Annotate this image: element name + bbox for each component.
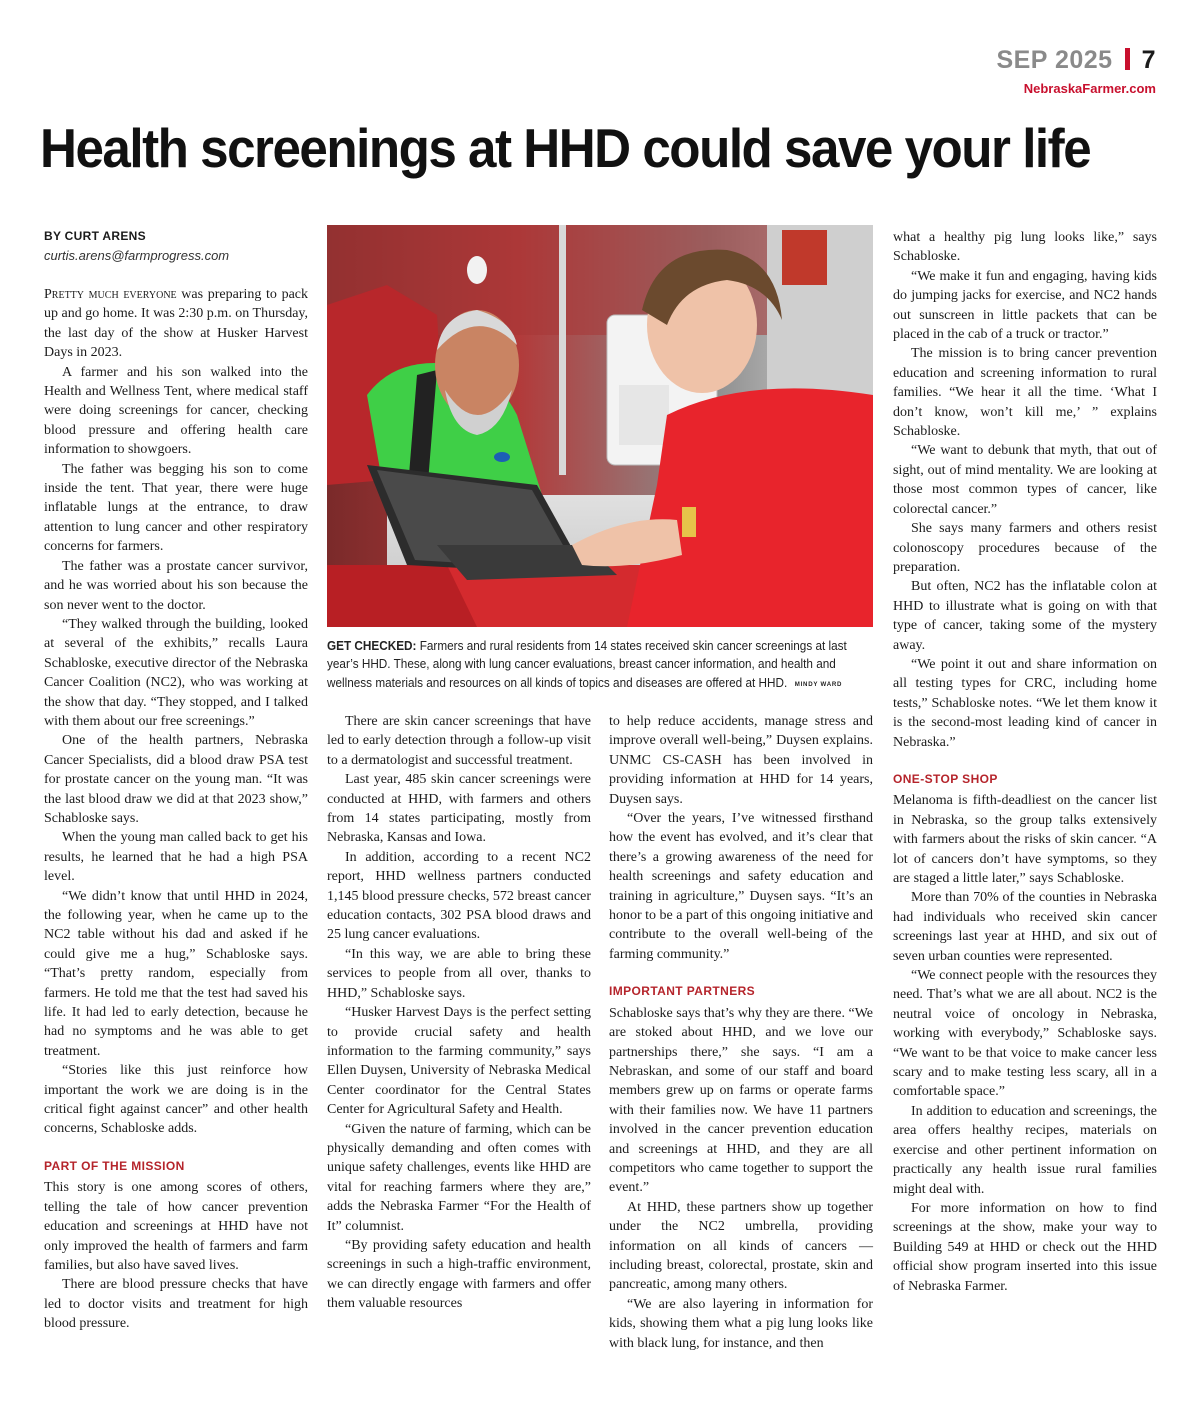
lead-in: Pretty much everyone bbox=[44, 287, 177, 302]
article-column-4 bbox=[893, 228, 1157, 1296]
paragraph: “We connect people with the resources they need. That’s what we are all about. NC2 is the neutral voice of oncology in Nebraska, working with everybody,” Schabloske says. “We want to be that voice to make cancer less scary and to make testing less scary, all in a comfortable space.” bbox=[893, 968, 1157, 1100]
paragraph: One of the health partners, Nebraska Cancer Specialists, did a blood draw PSA test for prostate cancer on the young man. “It was the last blood draw we did at that 2023 show,” Schabloske says. bbox=[44, 733, 308, 826]
paragraph: “We make it fun and engaging, having kids do jumping jacks for exercise, and NC2 hands out sunscreen in little packets that can be placed in the cab of a truck or tractor.” bbox=[893, 268, 1157, 343]
paragraph: “We didn’t know that until HHD in 2024, the following year, when he came up to the NC2 table without his dad and asked if he could give me a hug,” Schabloske says. “That’s pretty random, especially from farmers. He told me that the test had saved his life. It had led to early detection, because he had no symptoms and he was able to get treatment. bbox=[44, 888, 308, 1059]
paragraph: But often, NC2 has the inflatable colon at HHD to illustrate what is going on with that type of cancer, taking some of the mystery away. bbox=[893, 579, 1157, 653]
paragraph: “We point it out and share information on all testing types for CRC, including home tests,” Schabloske notes. “We let them know it is the second-most leading kind of cancer in Nebraska.” bbox=[893, 656, 1157, 750]
paragraph: The father was a prostate cancer survivor, and he was worried about his son because the son never went to the doctor. bbox=[44, 558, 308, 613]
paragraph: “We are also layering in information for kids, showing them what a pig lung looks like with black lung, for instance, and then bbox=[609, 1296, 873, 1351]
article-column-2 bbox=[327, 712, 591, 1314]
article-photo bbox=[327, 225, 873, 627]
paragraph: In addition to education and screenings, the area offers healthy recipes, materials on exercise and other pertinent information on practically any health issue rural families might deal with. bbox=[893, 1103, 1157, 1197]
author-byline: BY CURT ARENS bbox=[44, 229, 146, 243]
paragraph: The father was begging his son to come inside the tent. That year, there were huge inflatable lungs at the entrance, to draw attention to lung cancer and other respiratory concerns for farmers. bbox=[44, 461, 308, 555]
paragraph: For more information on how to find screenings at the show, make your way to Building 549 at HHD or check out the HHD official show program inserted into this issue of Nebraska Farmer. bbox=[893, 1200, 1157, 1294]
paragraph: Melanoma is fifth-deadliest on the cancer list in Nebraska, so the group talks extensively with farmers about the risks of skin cancer. “A lot of cancers don’t have symptoms, so they are staged a little later,” says Schabloske. bbox=[893, 793, 1157, 886]
paragraph: “We want to debunk that myth, that out of sight, out of mind mentality. We are looking at those most common types of cancer, like colorectal cancer.” bbox=[893, 443, 1157, 517]
paragraph: The mission is to bring cancer prevention education and screening information to rural families. “We hear it all the time. ‘What I don’t know, won’t kill me,’ ” explains Schabloske. bbox=[893, 346, 1157, 440]
issue-date: SEP 2025 bbox=[996, 46, 1113, 74]
paragraph: “Given the nature of farming, which can be physically demanding and often comes with unique safety challenges, events like HHD are vital for reaching farmers where they are,” adds the Nebraska Farmer “For the Health of It” columnist. bbox=[327, 1121, 591, 1234]
section-subhead: IMPORTANT PARTNERS bbox=[609, 984, 756, 999]
paragraph: “Over the years, I’ve witnessed firsthand how the event has evolved, and it’s clear that there’s a growing awareness of the need for health screenings and safety education and training in agriculture,” Duysen says. “It’s an honor to be a part of this ongoing initiative and contribute to the overall well-being of the farming community.” bbox=[609, 811, 874, 962]
paragraph: She says many farmers and others resist colonoscopy procedures because of the preparation. bbox=[893, 521, 1157, 575]
caption-label: GET CHECKED: bbox=[327, 639, 417, 653]
paragraph: There are blood pressure checks that have led to doctor visits and treatment for high blood pressure. bbox=[44, 1277, 308, 1332]
section-subhead: PART OF THE MISSION bbox=[44, 1158, 185, 1173]
caption-text: Farmers and rural residents from 14 states received skin cancer screenings at last year’s HHD. These, along with lung cancer evaluations, breast cancer information, and health and wellness materials and resources on all kinds of topics and diseases are offered at HHD. bbox=[327, 639, 847, 690]
article-column-1 bbox=[44, 285, 308, 1334]
website-link[interactable]: NebraskaFarmer.com bbox=[1023, 81, 1156, 96]
paragraph: “Husker Harvest Days is the perfect setting to provide crucial safety and health information to the farming community,” says Ellen Duysen, University of Nebraska Medical Center coordinator for the Central States Center for Agricultural Safety and Health. bbox=[327, 1005, 591, 1118]
paragraph: “They walked through the building, looked at several of the exhibits,” recalls Laura Schabloske, executive director of the Nebraska Cancer Coalition (NC2), who was working at the show that day. “They stopped, and I talked with them about our free screenings.” bbox=[44, 616, 308, 729]
paragraph: Schabloske says that’s why they are there. “We are stoked about HHD, and we love our partnerships there,” she says. “I am a Nebraskan, and some of our staff and board members grew up on farms or operate farms with their families now. We have 11 partners involved in the cancer prevention education and screenings at HHD, and they are all competitors who came together to support the event.” bbox=[609, 1005, 874, 1196]
article-headline: Health screenings at HHD could save your life bbox=[40, 117, 1091, 179]
paragraph: to help reduce accidents, manage stress and improve overall well-being,” Duysen explains. UNMC CS-CASH has been involved in providing information at HHD for 14 years, Duysen says. bbox=[609, 714, 873, 807]
article-column-3 bbox=[609, 712, 873, 1353]
photo-caption bbox=[327, 637, 872, 694]
folio-date-page bbox=[996, 46, 1156, 75]
paragraph: “By providing safety education and health screenings in such a high-traffic environment, we can directly engage with farmers and offer them valuable resources bbox=[327, 1237, 591, 1312]
paragraph: At HHD, these partners show up together under the NC2 umbrella, providing information on all kinds of cancers — including breast, colorectal, prostate, skin and pancreatic, among many others. bbox=[609, 1199, 873, 1293]
paragraph: In addition, according to a recent NC2 report, HHD wellness partners conducted 1,145 blood pressure checks, 572 breast cancer education contacts, 302 PSA blood draws and 25 lung cancer evaluations. bbox=[327, 849, 591, 943]
folio-divider bbox=[1125, 48, 1130, 70]
paragraph: what a healthy pig lung looks like,” says Schabloske. bbox=[893, 230, 1157, 265]
section-subhead: ONE-STOP SHOP bbox=[893, 771, 998, 786]
photo-credit: MINDY WARD bbox=[794, 680, 843, 688]
paragraph: “In this way, we are able to bring these services to people from all over, thanks to HHD,” Schabloske says. bbox=[327, 946, 591, 1001]
paragraph: A farmer and his son walked into the Health and Wellness Tent, where medical staff were doing screenings for cancer, checking blood pressure and offering health care information to showgoers. bbox=[44, 364, 308, 458]
paragraph: “Stories like this just reinforce how important the work we are doing is in the critical fight against cancer” and other health concerns, Schabloske adds. bbox=[44, 1063, 308, 1137]
paragraph: Pretty much everyone was preparing to pack up and go home. It was 2:30 p.m. on Thursday, the last day of the show at Husker Harvest Days in 2023. bbox=[44, 287, 309, 361]
page-folio bbox=[996, 46, 1156, 96]
paragraph: There are skin cancer screenings that have led to early detection through a follow-up visit to a dermatologist and successful treatment. bbox=[327, 714, 591, 768]
page-number: 7 bbox=[1141, 46, 1156, 74]
paragraph: This story is one among scores of others, telling the tale of how cancer prevention education and screenings at HHD have not only improved the health of farmers and farm families, but also have saved lives. bbox=[44, 1180, 308, 1273]
paragraph: When the young man called back to get his results, he learned that he had a high PSA level. bbox=[44, 830, 308, 885]
paragraph: More than 70% of the counties in Nebraska had individuals who received skin cancer screenings last year at HHD, and six out of seven urban counties were represented. bbox=[893, 890, 1157, 964]
screening-photo-illustration bbox=[327, 225, 873, 627]
paragraph: Last year, 485 skin cancer screenings were conducted at HHD, with farmers and others from 14 states participating, mostly from Nebraska, Kansas and Iowa. bbox=[327, 772, 591, 846]
author-email[interactable]: curtis.arens@farmprogress.com bbox=[44, 248, 230, 263]
